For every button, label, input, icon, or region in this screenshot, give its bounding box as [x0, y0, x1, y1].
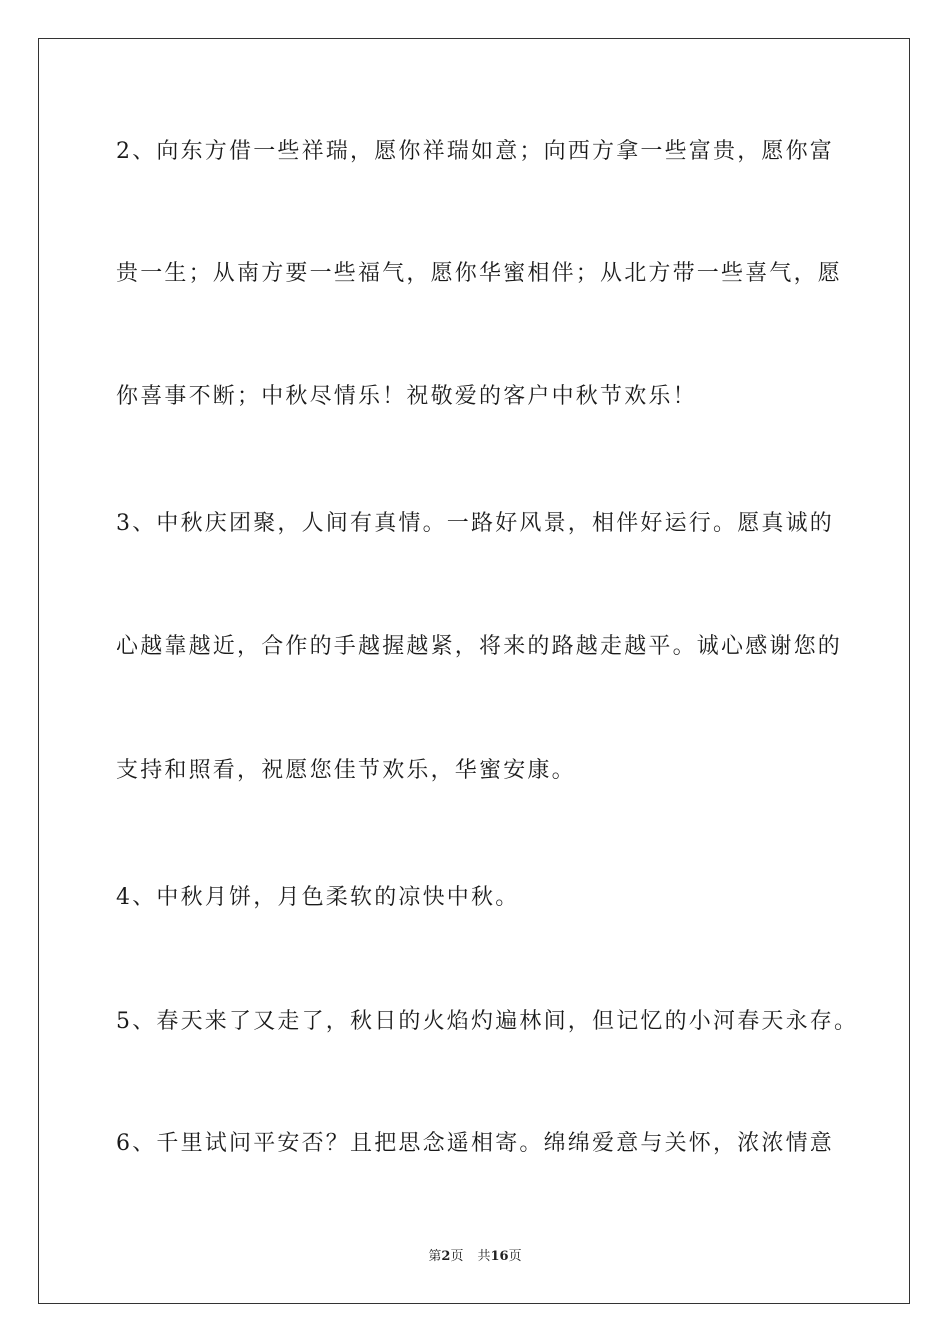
page-suffix: 页 — [450, 1249, 464, 1264]
text-line-4: 3、中秋庆团聚，人间有真情。一路好风景，相伴好运行。愿真诚的 — [116, 511, 834, 536]
page-footer — [0, 1248, 950, 1266]
page-prefix: 第 — [428, 1249, 442, 1264]
text-line-6: 支持和照看，祝愿您佳节欢乐，华蜜安康。 — [116, 758, 576, 783]
text-line-1: 2、向东方借一些祥瑞，愿你祥瑞如意；向西方拿一些富贵，愿你富 — [116, 139, 834, 164]
total-pages: 16 — [490, 1249, 509, 1264]
page-number: 2 — [441, 1249, 451, 1264]
text-line-3: 你喜事不断；中秋尽情乐！祝敬爱的客户中秋节欢乐！ — [116, 384, 697, 409]
text-line-9: 6、千里试问平安否？且把思念遥相寄。绵绵爱意与关怀，浓浓情意 — [116, 1131, 834, 1156]
total-prefix: 共 — [477, 1249, 491, 1264]
total-suffix: 页 — [508, 1249, 522, 1264]
text-line-2: 贵一生；从南方要一些福气，愿你华蜜相伴；从北方带一些喜气，愿 — [116, 261, 843, 286]
page-border — [38, 38, 910, 1304]
text-line-8: 5、春天来了又走了，秋日的火焰灼遍林间，但记忆的小河春天永存。 — [116, 1009, 859, 1034]
text-line-7: 4、中秋月饼，月色柔软的凉快中秋。 — [116, 885, 520, 910]
text-line-5: 心越靠越近，合作的手越握越紧，将来的路越走越平。诚心感谢您的 — [116, 634, 843, 659]
